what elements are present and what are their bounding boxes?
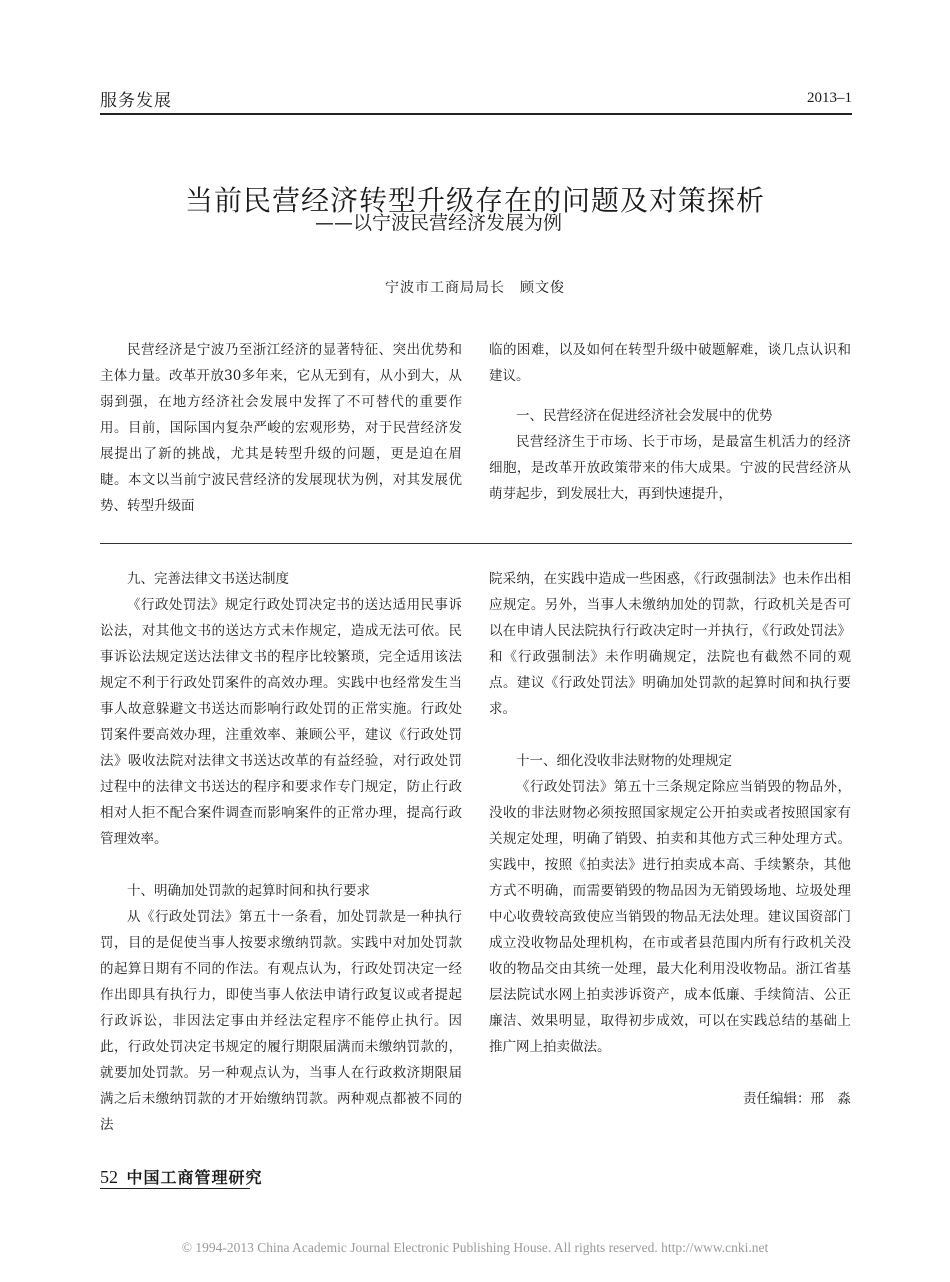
section-heading-11: 十一、细化没收非法财物的处理规定 — [516, 753, 732, 769]
copyright-notice: © 1994-2013 China Academic Journal Electronic Publishing House. All rights reserved. http://www.cnki.net — [181, 1240, 769, 1255]
page-footer — [100, 1165, 263, 1188]
bottom-right-column — [489, 566, 851, 1112]
article-subtitle: ——以宁波民营经济发展为例 — [315, 212, 563, 234]
section-divider — [100, 543, 852, 544]
issue-label: 2013–1 — [807, 90, 852, 106]
section-11-paragraph: 《行政处罚法》第五十三条规定除应当销毁的物品外，没收的非法财物必须按照国家规定公开拍卖或者按照国家有关规定处理，明确了销毁、拍卖和其他方式三种处理方式。实践中，按照《拍卖法》进行拍卖成本高、手续繁杂，其他方式不明确，而需要销毁的物品因为无销毁场地、垃圾处理中心收费较高致使应当销毁的物品无法处理。建议国资部门成立没收物品处理机构，在市或者县范围内所有行政机关没收的物品交由其统一处理，最大化利用没收物品。浙江省基层法院试水网上拍卖涉诉资产，成本低廉、手续简洁、公正廉洁、效果明显，取得初步成效，可以在实践总结的基础上推广网上拍卖做法。 — [489, 779, 851, 1055]
top-left-column — [100, 337, 462, 519]
journal-name: 中国工商管理研究 — [126, 1170, 263, 1187]
top-right-column — [489, 337, 851, 507]
section-heading-10: 十、明确加处罚款的起算时间和执行要求 — [127, 883, 370, 899]
section-heading-1: 一、民营经济在促进经济社会发展中的优势 — [516, 408, 773, 424]
header-divider — [100, 113, 852, 115]
bottom-left-column — [100, 566, 462, 1138]
intro-paragraph-cont: 临的困难，以及如何在转型升级中破题解难，谈几点认识和建议。 — [489, 342, 851, 384]
section-1-paragraph: 民营经济生于市场、长于市场，是最富生机活力的经济细胞，是改革开放政策带来的伟大成果。宁波的民营经济从萌芽起步，到发展壮大，再到快速提升， — [489, 434, 851, 502]
article-byline: 宁波市工商局局长 顾文俊 — [385, 280, 565, 296]
article-title: 当前民营经济转型升级存在的问题及对策探析 — [184, 183, 765, 217]
section-10-paragraph-cont: 院采纳，在实践中造成一些困惑，《行政强制法》也未作出相应规定。另外，当事人未缴纳加处的罚款，行政机关是否可以在申请人民法院执行行政决定时一并执行，《行政处罚法》和《行政强制法》未作明确规定，法院也有截然不同的观点。建议《行政处罚法》明确加处罚款的起算时间和执行要求。 — [489, 571, 851, 717]
footer-divider — [100, 1188, 250, 1189]
section-9-paragraph: 《行政处罚法》规定行政处罚决定书的送达适用民事诉讼法，对其他文书的送达方式未作规定，造成无法可依。民事诉讼法规定送达法律文书的程序比较繁琐，完全适用该法规定不利于行政处罚案件的高效办理。实践中也经常发生当事人故意躲避文书送达而影响行政处罚的正常实施。行政处罚案件要高效办理，注重效率、兼顾公平，建议《行政处罚法》吸收法院对法律文书送达改革的有益经验，对行政处罚过程中的法律文书送达的程序和要求作专门规定，防止行政相对人拒不配合案件调查而影响案件的正常办理，提高行政管理效率。 — [100, 597, 462, 847]
editor-credit: 责任编辑：邢 淼 — [743, 1091, 851, 1107]
section-heading-9: 九、完善法律文书送达制度 — [127, 571, 289, 587]
section-10-paragraph: 从《行政处罚法》第五十一条看，加处罚款是一种执行罚，目的是促使当事人按要求缴纳罚款。实践中对加处罚款的起算日期有不同的作法。有观点认为，行政处罚决定一经作出即具有执行力，即使当事人依法申请行政复议或者提起行政诉讼，非因法定事由并经法定程序不能停止执行。因此，行政处罚决定书规定的履行期限届满而未缴纳罚款的，就要加处罚款。另一种观点认为，当事人在行政救济期限届满之后未缴纳罚款的才开始缴纳罚款。两种观点都被不同的法 — [100, 909, 462, 1133]
intro-paragraph: 民营经济是宁波乃至浙江经济的显著特征、突出优势和主体力量。改革开放30多年来，它从无到有，从小到大，从弱到强，在地方经济社会发展中发挥了不可替代的重要作用。目前，国际国内复杂严峻的宏观形势，对于民营经济发展提出了新的挑战，尤其是转型升级的问题，更是迫在眉睫。本文以当前宁波民营经济的发展现状为例，对其发展优势、转型升级面 — [100, 342, 462, 514]
page-number: 52 — [100, 1167, 118, 1187]
section-label: 服务发展 — [100, 91, 172, 111]
